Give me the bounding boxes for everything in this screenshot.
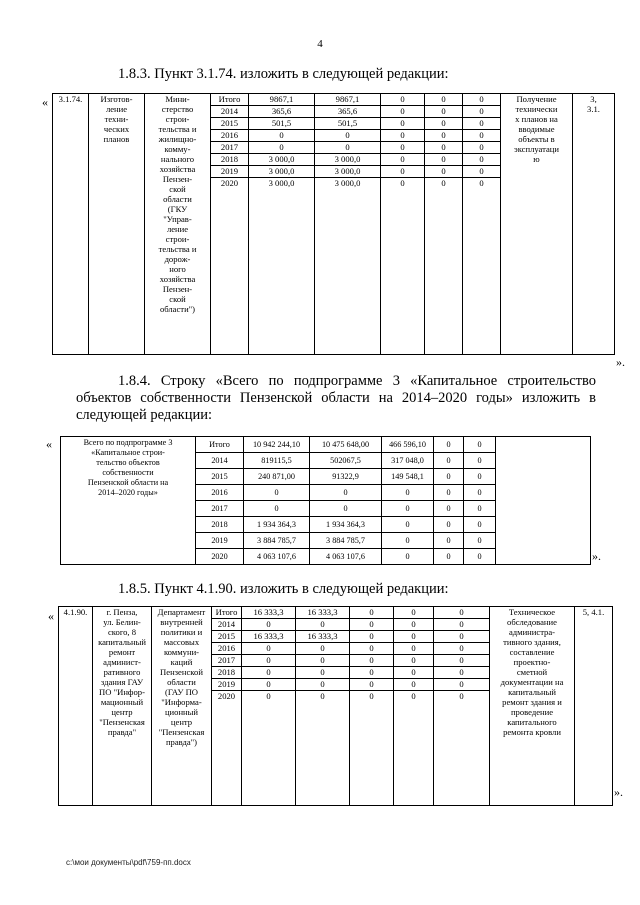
value-cell: 0 xyxy=(464,549,496,565)
value-cell: 0 xyxy=(434,607,490,619)
value-cell: 0 xyxy=(350,643,394,655)
value-cell: 0 xyxy=(242,643,296,655)
value-cell: 0 xyxy=(434,533,464,549)
value-cell: 0 xyxy=(394,679,434,691)
value-cell: 501,5 xyxy=(315,118,381,130)
value-cell: 0 xyxy=(394,691,434,806)
year-cell: 2019 xyxy=(211,166,249,178)
value-cell: 0 xyxy=(381,166,425,178)
value-cell: 0 xyxy=(434,485,464,501)
table-row xyxy=(61,437,591,453)
value-cell: 0 xyxy=(463,154,501,166)
table3-open-quote: « xyxy=(48,609,54,623)
value-cell: 4 063 107,6 xyxy=(244,549,310,565)
table2-close-quote: ». xyxy=(592,549,601,563)
year-cell: 2016 xyxy=(212,643,242,655)
year-cell: 2019 xyxy=(196,533,244,549)
value-cell: 0 xyxy=(381,106,425,118)
value-cell: 0 xyxy=(296,619,350,631)
year-cell: 2020 xyxy=(212,691,242,806)
value-cell: 0 xyxy=(463,118,501,130)
value-cell: 0 xyxy=(296,655,350,667)
value-cell: 1 934 364,3 xyxy=(244,517,310,533)
value-cell: 0 xyxy=(394,619,434,631)
value-cell: 0 xyxy=(296,679,350,691)
value-cell: 0 xyxy=(310,485,382,501)
value-cell: 0 xyxy=(464,453,496,469)
page-number: 4 xyxy=(317,38,323,50)
value-cell: 16 333,3 xyxy=(296,631,350,643)
value-cell: 0 xyxy=(394,631,434,643)
table3-close-quote: ». xyxy=(614,785,623,799)
table-row xyxy=(59,607,613,619)
empty-cell xyxy=(496,437,591,565)
year-cell: Итого xyxy=(211,94,249,106)
value-cell: 0 xyxy=(425,106,463,118)
year-cell: 2017 xyxy=(196,501,244,517)
value-cell: 0 xyxy=(425,142,463,154)
value-cell: 0 xyxy=(244,501,310,517)
value-cell: 1 934 364,3 xyxy=(310,517,382,533)
table1-open-quote: « xyxy=(42,95,48,109)
value-cell: 0 xyxy=(434,549,464,565)
year-cell: Итого xyxy=(196,437,244,453)
value-cell: 0 xyxy=(434,501,464,517)
value-cell: 0 xyxy=(350,619,394,631)
value-cell: 0 xyxy=(382,501,434,517)
value-cell: 0 xyxy=(434,619,490,631)
value-cell: 0 xyxy=(464,469,496,485)
value-cell: 0 xyxy=(463,106,501,118)
value-cell: 9867,1 xyxy=(249,94,315,106)
value-cell: 0 xyxy=(381,142,425,154)
value-cell: 0 xyxy=(434,691,490,806)
value-cell: 16 333,3 xyxy=(296,607,350,619)
value-cell: 3 884 785,7 xyxy=(244,533,310,549)
value-cell: 0 xyxy=(350,691,394,806)
value-cell: 0 xyxy=(296,667,350,679)
value-cell: 3 000,0 xyxy=(249,178,315,355)
value-cell: 3 884 785,7 xyxy=(310,533,382,549)
year-cell: Итого xyxy=(212,607,242,619)
responsible-executor: Департамент внутренней политики и массовых коммуни- каций Пензенской области (ГАУ ПО "Информа- ционный центр "Пензенская правда") xyxy=(152,607,212,806)
value-cell: 0 xyxy=(394,667,434,679)
subprogram-total-label: Всего по подпрограмме 3 «Капитальное строи- тельство объектов собственности Пензенской области на 2014–2020 годы» xyxy=(61,437,196,565)
value-cell: 0 xyxy=(394,655,434,667)
table-3-1-74 xyxy=(52,93,615,355)
value-cell: 365,6 xyxy=(315,106,381,118)
value-cell: 502067,5 xyxy=(310,453,382,469)
value-cell: 0 xyxy=(434,517,464,533)
value-cell: 0 xyxy=(315,142,381,154)
footer-file-path: c:\мои документы\pdf\759-пп.docx xyxy=(66,858,191,867)
value-cell: 0 xyxy=(310,501,382,517)
value-cell: 9867,1 xyxy=(315,94,381,106)
year-cell: 2016 xyxy=(211,130,249,142)
value-cell: 0 xyxy=(463,178,501,355)
value-cell: 0 xyxy=(382,549,434,565)
year-cell: 2018 xyxy=(211,154,249,166)
value-cell: 3 000,0 xyxy=(315,178,381,355)
value-cell: 0 xyxy=(350,607,394,619)
value-cell: 240 871,00 xyxy=(244,469,310,485)
section-1-8-5-heading: 1.8.5. Пункт 4.1.90. изложить в следующей редакции: xyxy=(118,581,449,597)
value-cell: 0 xyxy=(434,679,490,691)
value-cell: 0 xyxy=(434,631,490,643)
value-cell: 466 596,10 xyxy=(382,437,434,453)
value-cell: 0 xyxy=(464,485,496,501)
value-cell: 0 xyxy=(464,533,496,549)
year-cell: 2018 xyxy=(196,517,244,533)
value-cell: 149 548,1 xyxy=(382,469,434,485)
expected-result: Техническое обследование администра- тивного здания, составление проектно- сметной документации на капитальный ремонт здания и проведение капитального ремонта кровли xyxy=(490,607,575,806)
value-cell: 0 xyxy=(394,607,434,619)
value-cell: 365,6 xyxy=(249,106,315,118)
year-cell: 2014 xyxy=(196,453,244,469)
table2-open-quote: « xyxy=(46,437,52,451)
value-cell: 0 xyxy=(425,178,463,355)
value-cell: 10 942 244,10 xyxy=(244,437,310,453)
measure-name: Изготов- ление техни- ческих планов xyxy=(89,94,145,355)
value-cell: 3 000,0 xyxy=(315,166,381,178)
value-cell: 0 xyxy=(350,679,394,691)
value-cell: 0 xyxy=(425,166,463,178)
value-cell: 0 xyxy=(242,691,296,806)
table-subprogram-3-total xyxy=(60,436,591,565)
value-cell: 0 xyxy=(434,469,464,485)
value-cell: 3 000,0 xyxy=(315,154,381,166)
value-cell: 0 xyxy=(425,154,463,166)
value-cell: 0 xyxy=(242,679,296,691)
value-cell: 0 xyxy=(463,166,501,178)
value-cell: 0 xyxy=(434,667,490,679)
section-1-8-3-heading: 1.8.3. Пункт 3.1.74. изложить в следующей редакции: xyxy=(118,66,449,82)
expected-result: Получение технически х планов на вводимые объекты в эксплуатаци ю xyxy=(501,94,573,355)
value-cell: 0 xyxy=(315,130,381,142)
value-cell: 3 000,0 xyxy=(249,166,315,178)
value-cell: 0 xyxy=(381,130,425,142)
value-cell: 0 xyxy=(242,619,296,631)
item-number: 3.1.74. xyxy=(53,94,89,355)
year-cell: 2018 xyxy=(212,667,242,679)
year-cell: 2019 xyxy=(212,679,242,691)
value-cell: 0 xyxy=(350,655,394,667)
value-cell: 16 333,3 xyxy=(242,607,296,619)
value-cell: 0 xyxy=(434,655,490,667)
value-cell: 0 xyxy=(425,118,463,130)
value-cell: 16 333,3 xyxy=(242,631,296,643)
value-cell: 0 xyxy=(296,643,350,655)
year-cell: 2014 xyxy=(212,619,242,631)
value-cell: 0 xyxy=(463,130,501,142)
section-1-8-4-paragraph: 1.8.4. Строку «Всего по подпрограмме 3 «Капитальное строительство объектов собственности Пензенской области на 2014–2020 годы» изложить в следующей редакции: xyxy=(76,373,596,423)
value-cell: 0 xyxy=(425,94,463,106)
item-number: 4.1.90. xyxy=(59,607,93,806)
value-cell: 3 000,0 xyxy=(249,154,315,166)
value-cell: 0 xyxy=(381,154,425,166)
value-cell: 91322,9 xyxy=(310,469,382,485)
year-cell: 2015 xyxy=(212,631,242,643)
value-cell: 4 063 107,6 xyxy=(310,549,382,565)
value-cell: 0 xyxy=(434,437,464,453)
table1-close-quote: ». xyxy=(616,355,625,369)
table-4-1-90 xyxy=(58,606,613,806)
year-cell: 2015 xyxy=(211,118,249,130)
year-cell: 2015 xyxy=(196,469,244,485)
year-cell: 2017 xyxy=(212,655,242,667)
value-cell: 0 xyxy=(464,501,496,517)
value-cell: 501,5 xyxy=(249,118,315,130)
value-cell: 0 xyxy=(425,130,463,142)
value-cell: 0 xyxy=(394,643,434,655)
year-cell: 2020 xyxy=(211,178,249,355)
year-cell: 2017 xyxy=(211,142,249,154)
value-cell: 0 xyxy=(296,691,350,806)
measure-name: г. Пенза, ул. Белин- ского, 8 капитальный ремонт админист- ративного здания ГАУ ПО "Инфор- мационный центр "Пензенская правда" xyxy=(93,607,152,806)
value-cell: 0 xyxy=(350,667,394,679)
responsible-executor: Мини- стерство строи- тельства и жилищно- комму- нального хозяйства Пензен- ской области (ГКУ "Управ- ление строи- тельства и дорож- ного хозяйства Пензен- ской области") xyxy=(145,94,211,355)
value-cell: 0 xyxy=(382,533,434,549)
year-cell: 2014 xyxy=(211,106,249,118)
value-cell: 0 xyxy=(464,437,496,453)
value-cell: 0 xyxy=(381,94,425,106)
value-cell: 0 xyxy=(381,118,425,130)
indicator-reference: 3, 3.1. xyxy=(573,94,615,355)
value-cell: 0 xyxy=(244,485,310,501)
indicator-reference: 5, 4.1. xyxy=(575,607,613,806)
year-cell: 2016 xyxy=(196,485,244,501)
table-row xyxy=(53,94,615,106)
year-cell: 2020 xyxy=(196,549,244,565)
value-cell: 0 xyxy=(242,667,296,679)
value-cell: 819115,5 xyxy=(244,453,310,469)
value-cell: 0 xyxy=(350,631,394,643)
value-cell: 317 048,0 xyxy=(382,453,434,469)
value-cell: 0 xyxy=(434,643,490,655)
value-cell: 0 xyxy=(464,517,496,533)
value-cell: 0 xyxy=(382,517,434,533)
value-cell: 0 xyxy=(249,142,315,154)
value-cell: 0 xyxy=(382,485,434,501)
value-cell: 0 xyxy=(463,142,501,154)
value-cell: 0 xyxy=(249,130,315,142)
value-cell: 0 xyxy=(381,178,425,355)
value-cell: 0 xyxy=(463,94,501,106)
value-cell: 0 xyxy=(434,453,464,469)
value-cell: 10 475 648,00 xyxy=(310,437,382,453)
value-cell: 0 xyxy=(242,655,296,667)
